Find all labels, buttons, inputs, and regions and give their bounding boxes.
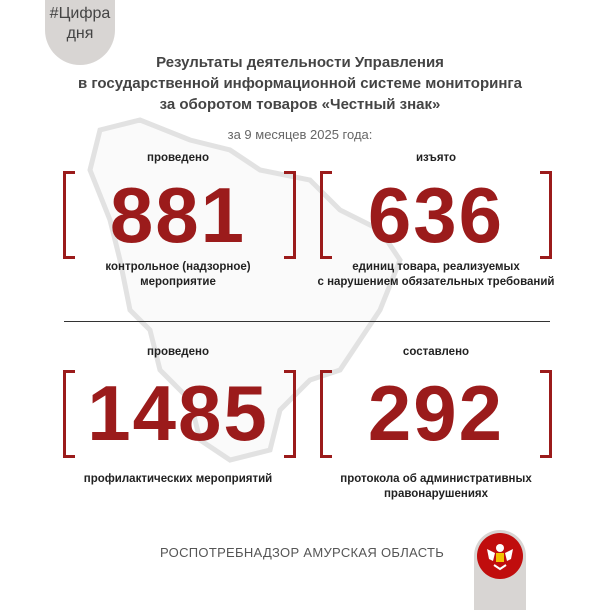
- bracket-left: [320, 370, 332, 458]
- stat-value: 1485: [87, 369, 269, 457]
- stat-inspections: [58, 151, 298, 290]
- stat-bottom-label: контрольное (надзорное): [105, 261, 251, 273]
- stat-value: 292: [367, 369, 505, 457]
- badge-line2: дня: [66, 25, 94, 42]
- page-title: [0, 52, 600, 115]
- period-subtitle: за 9 месяцев 2025 года:: [227, 127, 373, 142]
- stat-prevention: [58, 345, 298, 487]
- rospotrebnadzor-emblem-icon: [477, 533, 523, 579]
- title-line: в государственной информационной системе мониторинга: [77, 75, 522, 92]
- title-line: за оборотом товаров «Честный знак»: [159, 96, 441, 113]
- stat-top-label: проведено: [147, 152, 209, 164]
- stat-bottom-label: мероприятие: [140, 276, 216, 288]
- divider: [64, 321, 550, 322]
- stat-protocols: [316, 345, 556, 502]
- footer-organization: РОСПОТРЕБНАДЗОР АМУРСКАЯ ОБЛАСТЬ: [160, 545, 445, 560]
- stat-top-label: проведено: [147, 346, 209, 358]
- stat-top-label: изъято: [415, 152, 457, 164]
- stat-bottom-label: с нарушением обязательных требований: [317, 276, 555, 288]
- bracket-left: [320, 171, 332, 259]
- stat-bottom-label: единиц товара, реализуемых: [352, 261, 520, 273]
- stat-top-label: составлено: [402, 346, 470, 358]
- badge-line1: #Цифра: [49, 5, 111, 22]
- stat-seized: [316, 151, 556, 290]
- stat-value: 881: [109, 171, 247, 259]
- title-line: Результаты деятельности Управления: [156, 54, 444, 71]
- bracket-left: [63, 370, 75, 458]
- bracket-right: [284, 370, 296, 458]
- bracket-right: [540, 171, 552, 259]
- stat-value: 636: [367, 171, 505, 259]
- stat-bottom-label: правонарушениях: [383, 488, 489, 500]
- stat-bottom-label: профилактических мероприятий: [83, 473, 273, 485]
- bracket-right: [540, 370, 552, 458]
- bracket-left: [63, 171, 75, 259]
- bracket-right: [284, 171, 296, 259]
- stat-bottom-label: протокола об административных: [340, 473, 532, 485]
